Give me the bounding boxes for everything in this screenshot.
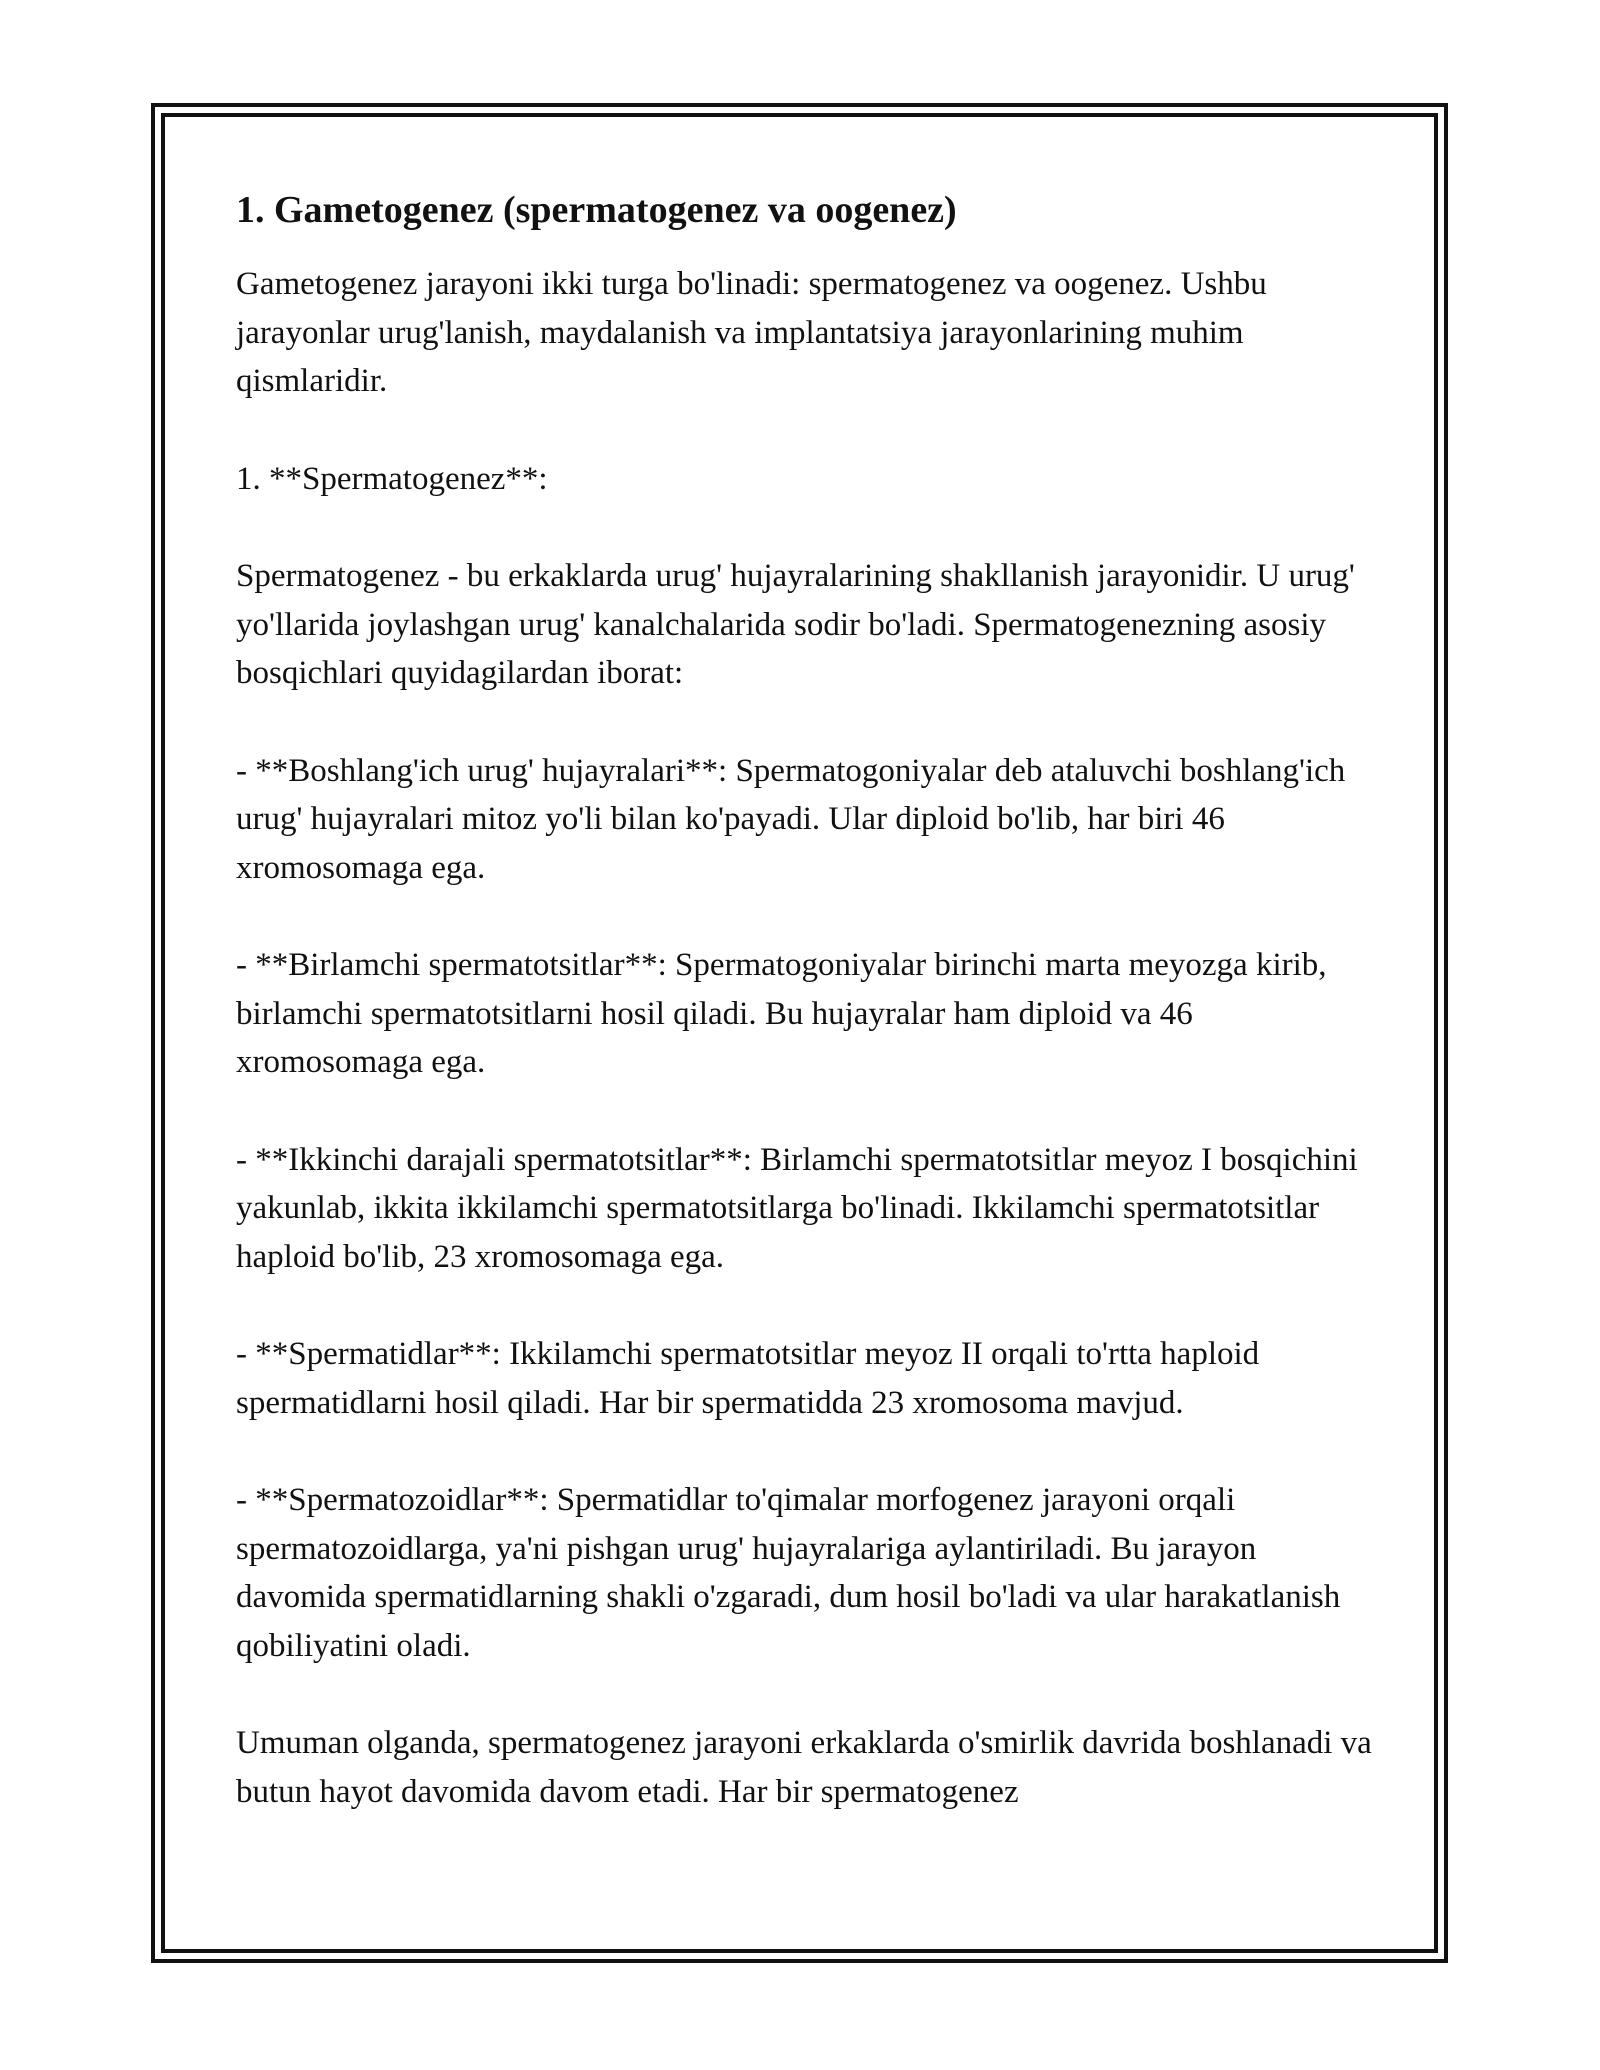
section-heading-spermatogenez: 1. **Spermatogenez**: [236, 460, 548, 497]
list-item-spermatidlar: - **Spermatidlar**: Ikkilamchi spermatotsitlar meyoz II orqali to'rtta haploid spermatidlarni hosil qiladi. Har bir spermatidda 23 xromosoma mavjud. [236, 1336, 1260, 1421]
list-item-birlamchi: - **Birlamchi spermatotsitlar**: Spermatogoniyalar birinchi marta meyozga kirib, birlamchi spermatotsitlarni hosil qiladi. Bu hujayralar ham diploid va 46 xromosomaga ega. [236, 947, 1327, 1080]
document-body [236, 186, 1376, 1816]
page-title: 1. Gametogenez (spermatogenez va oogenez) [236, 189, 957, 231]
spermatogenez-definition-paragraph: Spermatogenez - bu erkaklarda urug' hujayralarining shakllanish jarayonidir. U urug' yo'llarida joylashgan urug' kanalchalarida sodir bo'ladi. Spermatogenezning asosiy bosqichlari quyidagilardan iborat: [236, 558, 1355, 691]
list-item-ikkinchi-darajali: - **Ikkinchi darajali spermatotsitlar**: Birlamchi spermatotsitlar meyoz I bosqichini yakunlab, ikkita ikkilamchi spermatotsitlarga bo'linadi. Ikkilamchi spermatotsitlar haploid bo'lib, 23 xromosomaga ega. [236, 1141, 1358, 1275]
intro-paragraph: Gametogenez jarayoni ikki turga bo'linadi: spermatogenez va oogenez. Ushbu jarayonlar urug'lanish, maydalanish va implantatsiya jarayonlarining muhim qismlaridir. [236, 266, 1267, 399]
summary-paragraph: Umuman olganda, spermatogenez jarayoni erkaklarda o'smirlik davrida boshlanadi va butun hayot davomida davom etadi. Har bir spermatogenez [236, 1725, 1372, 1810]
list-item-spermatozoidlar: - **Spermatozoidlar**: Spermatidlar to'qimalar morfogenez jarayoni orqali spermatozoidlarga, ya'ni pishgan urug' hujayralariga aylantiriladi. Bu jarayon davomida spermatidlarning shakli o'zgaradi, dum hosil bo'ladi va ular harakatlanish qobiliyatini oladi. [236, 1482, 1341, 1664]
list-item-boshlangich: - **Boshlang'ich urug' hujayralari**: Spermatogoniyalar deb ataluvchi boshlang'ich urug' hujayralari mitoz yo'li bilan ko'payadi. Ular diploid bo'lib, har biri 46 xromosomaga ega. [236, 752, 1346, 886]
